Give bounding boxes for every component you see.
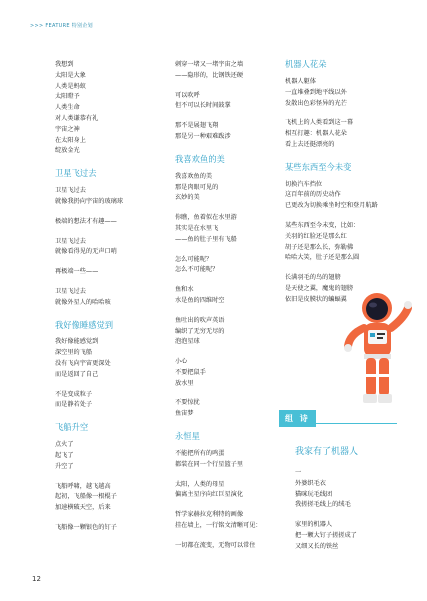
poem-line: 不要把鼠手 — [175, 368, 206, 376]
stanza — [175, 357, 295, 389]
poem-line: 而是静若处子 — [55, 401, 93, 409]
poem-title: 机器人花朵 — [285, 59, 327, 69]
poem-line: 怎么可能呢？ — [175, 255, 213, 263]
poem-line: 宇宙之神 — [55, 125, 80, 133]
column-right-bottom — [295, 468, 415, 565]
poem-line: 点火了 — [55, 441, 74, 449]
poem-line: 放水里 — [175, 379, 194, 387]
astronaut-illustration — [330, 290, 425, 415]
column-middle — [175, 60, 295, 564]
poem-line: 我想到 — [55, 61, 74, 68]
poem — [55, 169, 175, 308]
stanza — [55, 217, 175, 228]
poem-line: 飞船像一颗银色的钉子 — [55, 523, 117, 531]
poem-line: 我好像能感觉到 — [55, 338, 99, 346]
poem — [55, 423, 175, 534]
poem-line: 把一颗大钉子搓搓成了 — [295, 531, 357, 539]
poem-line: 一 — [295, 469, 302, 476]
poem — [295, 468, 415, 553]
stanza — [55, 267, 175, 278]
stanza — [175, 285, 295, 307]
poem-line: 水是鱼的四维时空 — [175, 296, 225, 304]
poem-line: 都装在同一个行星篮子里 — [175, 460, 244, 468]
poem-title: 某些东西至今未变 — [285, 161, 352, 172]
poem-line: 泡泡星球 — [175, 338, 200, 346]
stanza — [55, 287, 175, 309]
poem-line: 那是另一种艰难跋涉 — [175, 132, 231, 140]
poem-line: 我喜欢鱼的美 — [175, 172, 213, 180]
stanza — [175, 449, 295, 471]
poem-line: 起飞了 — [55, 451, 74, 459]
poem-line: 依旧是皮膜状的蝙蝠翼 — [285, 295, 347, 303]
poem-line: 升空了 — [55, 462, 74, 470]
poem-line: 加速横破天空，后来 — [55, 504, 111, 512]
poem-title: 飞船升空 — [55, 422, 89, 433]
poem-line: 而是返回了自己 — [55, 370, 99, 378]
poem-line: 极端的想法才有趣—— — [55, 217, 117, 225]
stanza — [55, 237, 175, 259]
poem-line: 胡子还是那么长，弥勒佛 — [285, 243, 354, 251]
poem-title: 我喜欢鱼的美 — [175, 153, 225, 164]
poem-line: 可以吹呼 — [175, 91, 200, 99]
stanza — [175, 213, 295, 245]
group-poem-tag: 组 诗 — [279, 410, 316, 427]
stanza — [175, 398, 295, 420]
poem-line: 其实是在水里飞 — [175, 224, 219, 232]
stanza — [175, 121, 295, 143]
poem — [175, 432, 295, 552]
stanza — [175, 510, 295, 532]
poem-line: 哲学家赫拉克利特的画像 — [175, 511, 244, 519]
poem-line: 已更改为切换乘坐时空和登月航路 — [285, 202, 378, 210]
poem-line: 我搓搓毛线上的绒毛 — [295, 501, 351, 509]
poem-line: 人类是蚂蚁 — [55, 82, 86, 90]
poem-line: 飞机上的人类看到这一幕 — [285, 119, 354, 127]
poem-line: 卫星飞过去 — [55, 187, 86, 195]
stanza — [285, 180, 405, 212]
column-left — [55, 60, 175, 546]
poem-line: 就像看得见的无声口哨 — [55, 248, 117, 256]
poem-line: 绽放金光 — [55, 147, 80, 155]
poem-line: 机器人躯体 — [285, 77, 316, 85]
poem-line: 不要惊扰 — [175, 399, 200, 407]
poem-line: 再极端一些—— — [55, 268, 99, 276]
poem-line: 是天使之翼，魔鬼的翅膀 — [285, 285, 354, 293]
poem-line: 卫星飞过去 — [55, 237, 86, 245]
stanza — [175, 91, 295, 113]
poem — [285, 60, 405, 151]
stanza — [175, 172, 295, 204]
poem-line: 鱼宙梦 — [175, 410, 194, 418]
poem-line: 飞船呼啸，越飞越高 — [55, 482, 111, 490]
poem-line: 对人类谦恭有礼 — [55, 114, 99, 122]
stanza — [55, 523, 175, 534]
stanza — [55, 390, 175, 412]
stanza — [55, 186, 175, 208]
poem-line: 发散出色彩怪异的光芒 — [285, 99, 347, 107]
stanza — [55, 440, 175, 472]
poem-line: 小心 — [175, 358, 188, 366]
poem-line: 某些东西至今未变，比如： — [285, 222, 360, 230]
stanza — [295, 520, 415, 552]
poem-line: 刺穿一堵又一堵宇宙之墙 — [175, 61, 244, 68]
poem-line: 切换汽车挡位 — [285, 180, 323, 188]
poem-line: 怎么不可能呢？ — [175, 266, 219, 274]
poem-line: ——鱼的肚子里有飞船 — [175, 235, 237, 243]
poem-title: 永恒星 — [175, 431, 200, 442]
stanza — [285, 221, 405, 264]
stanza — [295, 468, 415, 511]
poem-line: 太阳瞪予 — [55, 93, 80, 101]
poem-line: 相互打趣：机器人花朵 — [285, 130, 347, 138]
stanza — [55, 337, 175, 380]
stanza — [55, 60, 175, 157]
poem-line: 编织了无穷无尽的 — [175, 327, 225, 335]
poem-title: 我好像睡感觉到 — [55, 319, 114, 330]
poem-line: 看上去还挺漂亮的 — [285, 140, 335, 148]
stanza — [285, 77, 405, 109]
poem-line: 在太阳身上 — [55, 136, 86, 144]
poem-line: 这百年前的历史动作 — [285, 191, 341, 199]
group-poem-title: 我家有了机器人 — [295, 447, 359, 457]
poem-line: 鱼和水 — [175, 286, 194, 294]
stanza — [285, 118, 405, 150]
poem-line: 长满羽毛的鸟的翅膀 — [285, 274, 341, 282]
stanza — [175, 541, 295, 552]
poem-line: 家里的机器人 — [295, 521, 333, 529]
poem-line: 那是肉眼可见的 — [175, 183, 219, 191]
poem-title: 卫星飞过去 — [55, 168, 97, 179]
poem-line: 偏离主星序向红巨星演化 — [175, 491, 244, 499]
stanza — [55, 482, 175, 514]
poem — [175, 60, 295, 143]
poem-line: 鱼吐出的吹声英语 — [175, 316, 225, 324]
poem-line: 一直堆叠到地平线以外 — [285, 88, 347, 96]
poem-line: 人类生命 — [55, 104, 80, 112]
poem-line: 太阳，人类的母星 — [175, 480, 225, 488]
poem — [55, 60, 175, 157]
header-label: >>> FEATURE 特别企划 — [30, 23, 93, 29]
poem-line: 一切都在流变，无物可以常住 — [175, 541, 256, 549]
poem-line: 玄妙的美 — [175, 194, 200, 202]
poem-line: 猫咪玩毛线团 — [295, 490, 333, 498]
poem-line: 不是变成粒子 — [55, 390, 93, 398]
poem — [55, 321, 175, 412]
poem-line: 卫星飞过去 — [55, 287, 86, 295]
poem-line: ——隐形的，比钢铁还硬 — [175, 71, 244, 79]
astronaut-figure — [344, 293, 412, 403]
poem-line: 挂在墙上，一行铭文清晰可见： — [175, 522, 262, 530]
poem-line: 就像外星人的哈哈咳 — [55, 298, 111, 306]
poem-line: 不能把所有的鸣蛋 — [175, 450, 225, 458]
poem-line: 起初，飞船像一根棍子 — [55, 493, 117, 501]
page-number: 12 — [32, 575, 41, 583]
poem — [175, 155, 295, 420]
poem-line: 但不可以长时间鼓掌 — [175, 102, 231, 110]
poem-line: 太阳是大象 — [55, 71, 86, 79]
stanza — [175, 480, 295, 502]
stanza — [175, 60, 295, 82]
tag-divider — [279, 423, 397, 424]
poem-line: 外婆织毛衣 — [295, 479, 326, 487]
poem-line: 就像我扔向宇宙的玻璃球 — [55, 197, 124, 205]
column-right — [285, 60, 405, 318]
stanza — [175, 255, 295, 277]
poem — [285, 163, 405, 306]
poem-line: 没有飞向宇宙更深处 — [55, 360, 111, 368]
poem-line: 深空里的飞船 — [55, 349, 93, 357]
poem-line: 你瞧，鱼着似在水里游 — [175, 214, 237, 222]
poem-line: 那不是展翅飞翔 — [175, 122, 219, 130]
poem-line: 关羽的红脸还是那么红 — [285, 232, 347, 240]
poem-line: 又细又长的铁丝 — [295, 542, 339, 550]
poem-line: 哈哈大笑，肚子还是那么圆 — [285, 254, 360, 262]
stanza — [175, 316, 295, 348]
